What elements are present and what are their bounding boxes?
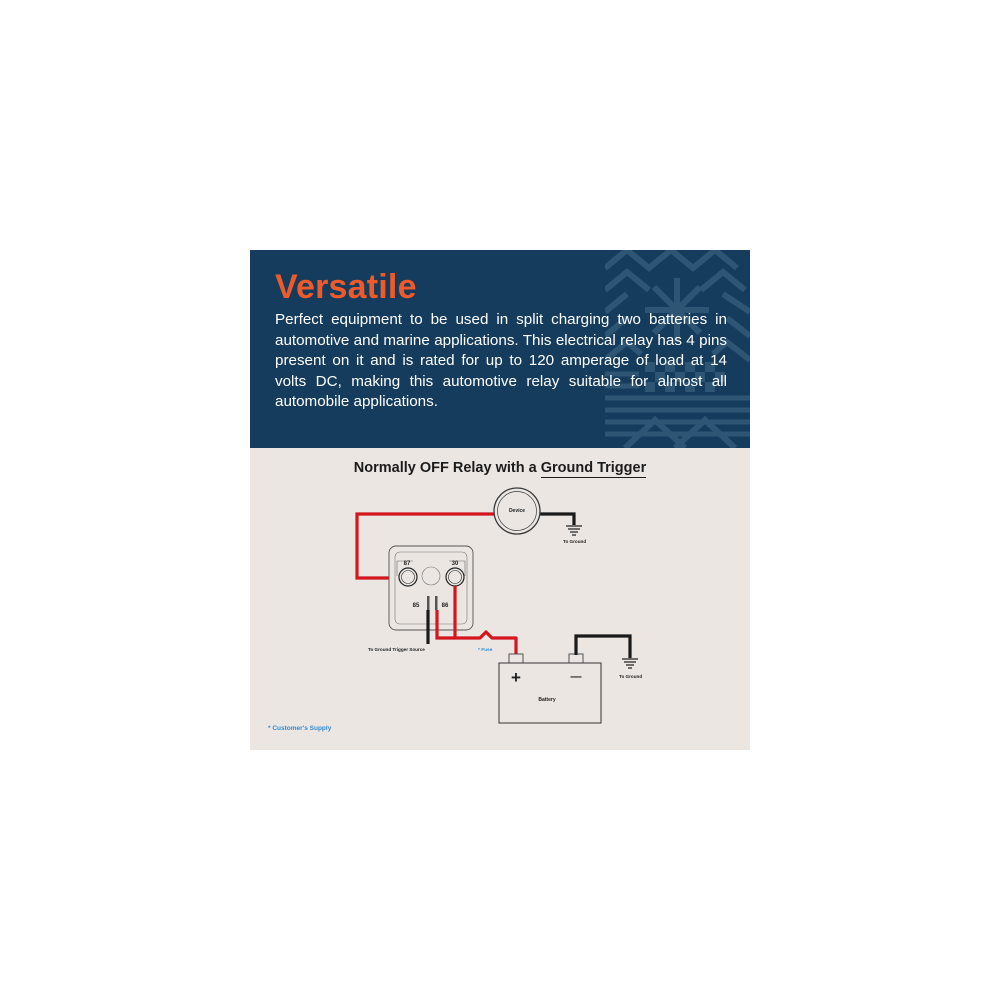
battery-plus-post: [509, 654, 523, 663]
description-text: Perfect equipment to be used in split charging two batteries in automotive and marine applications. This electrical relay has 4 pins present on it and is rated for up to 120 amperage of load at 14 volts DC, making this automotive relay suitable for almost all automobile applications.: [275, 311, 727, 410]
battery-minus-label: —: [570, 671, 582, 683]
diagram-title-prefix: Normally OFF Relay with a: [353, 460, 541, 476]
pin-30-label: 30: [451, 561, 459, 567]
diagram-title-highlight: Ground Trigger: [540, 460, 647, 476]
headline: Versatile: [275, 268, 417, 306]
to-ground-battery-label: To Ground: [619, 674, 643, 679]
pin-86-blade: [435, 596, 438, 610]
battery-label: Battery: [538, 697, 556, 703]
header-panel: [250, 250, 750, 448]
device-label: Device: [508, 508, 526, 514]
fuse-label: * Fuse: [478, 648, 493, 653]
customer-supply-footnote: * Customer's Supply: [268, 725, 332, 732]
ground-symbol-device-icon: [566, 526, 582, 535]
wiring-diagram: [250, 448, 750, 750]
to-ground-device-label: To Ground: [563, 539, 587, 544]
relay-outer: [389, 546, 473, 630]
wire-device-to-ground: [538, 514, 574, 525]
wire-battery-to-ground: [576, 636, 630, 658]
ground-symbol-battery-icon: [622, 659, 638, 668]
product-card: [250, 250, 750, 750]
pin-86-label: 86: [441, 603, 449, 609]
trigger-source-label: To Ground Trigger Source: [368, 647, 425, 652]
battery-minus-post: [569, 654, 583, 663]
pin-87-label: 87: [403, 561, 411, 567]
pin-85-label: 85: [412, 603, 420, 609]
wiring-schematic: [250, 448, 750, 750]
battery-plus-label: +: [511, 668, 521, 687]
pin-85-blade: [427, 596, 430, 610]
